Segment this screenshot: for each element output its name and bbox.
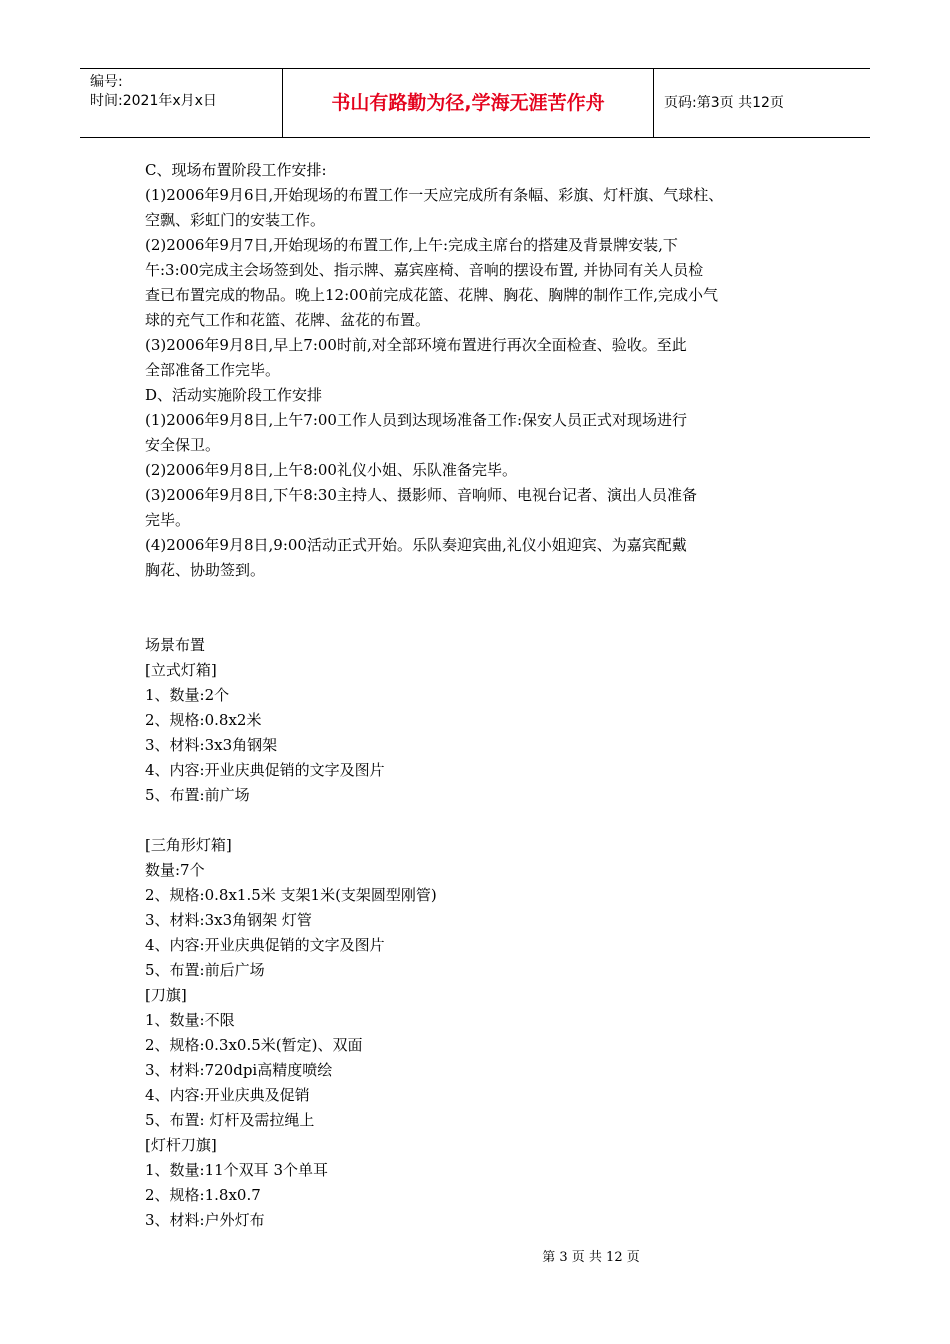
body-line: 午:3:00完成主会场签到处、指示牌、嘉宾座椅、音响的摆设布置, 并协同有关人员检 [145, 261, 704, 279]
body-line: 4、内容:开业庆典及促销 [145, 1086, 310, 1104]
body-line: 1、数量:2个 [145, 686, 230, 704]
code-label: 编号: [90, 74, 123, 90]
body-line: 2、规格:0.8x1.5米 支架1米(支架圆型刚管) [145, 886, 437, 904]
body-line: 5、布置:前广场 [145, 786, 250, 804]
body-line: 场景布置 [145, 636, 206, 654]
body-line: 5、布置: 灯杆及需拉绳上 [145, 1111, 315, 1129]
body-line: 2、规格:1.8x0.7 [145, 1186, 261, 1204]
body-line: 查已布置完成的物品。晚上12:00前完成花篮、花牌、胸花、胸牌的制作工作,完成小气 [145, 286, 718, 304]
body-line: 5、布置:前后广场 [145, 961, 265, 979]
body-line: 完毕。 [145, 511, 191, 529]
blank-line [145, 608, 825, 633]
body-line: 胸花、协助签到。 [145, 561, 266, 579]
body-line: (4)2006年9月8日,9:00活动正式开始。乐队奏迎宾曲,礼仪小姐迎宾、为嘉宾配戴 [145, 536, 687, 554]
body-line: 全部准备工作完毕。 [145, 361, 281, 379]
body-line: 3、材料:3x3角钢架 灯管 [145, 911, 312, 929]
body-line: 数量:7个 [145, 861, 205, 879]
body-line: 2、规格:0.8x2米 [145, 711, 262, 729]
body-line: [三角形灯箱] [145, 836, 232, 854]
body-line: [刀旗] [145, 986, 187, 1004]
header-motto: 书山有路勤为径,学海无涯苦作舟 [282, 69, 654, 137]
body-line: 3、材料:720dpi高精度喷绘 [145, 1061, 333, 1079]
date-label: 时间:2021年x月x日 [90, 93, 217, 109]
blank-line [145, 808, 825, 833]
body-line: 1、数量:不限 [145, 1011, 235, 1029]
document-header [80, 68, 870, 138]
body-line: 4、内容:开业庆典促销的文字及图片 [145, 761, 385, 779]
body-line: [立式灯箱] [145, 661, 217, 679]
body-line: (2)2006年9月8日,上午8:00礼仪小姐、乐队准备完毕。 [145, 461, 517, 479]
body-line: C、现场布置阶段工作安排: [145, 161, 327, 179]
body-line: 2、规格:0.3x0.5米(暂定)、双面 [145, 1036, 363, 1054]
body-line: 4、内容:开业庆典促销的文字及图片 [145, 936, 385, 954]
body-line: 空飘、彩虹门的安装工作。 [145, 211, 326, 229]
body-line: (1)2006年9月6日,开始现场的布置工作一天应完成所有条幅、彩旗、灯杆旗、气球柱、 [145, 186, 724, 204]
blank-line [145, 583, 825, 608]
body-line: (2)2006年9月7日,开始现场的布置工作,上午:完成主席台的搭建及背景牌安装,下 [145, 236, 678, 254]
body-line: (1)2006年9月8日,上午7:00工作人员到达现场准备工作:保安人员正式对现场进行 [145, 411, 688, 429]
body-line: 3、材料:3x3角钢架 [145, 736, 278, 754]
body-line: 3、材料:户外灯布 [145, 1211, 265, 1229]
body-line: 球的充气工作和花篮、花牌、盆花的布置。 [145, 311, 431, 329]
header-meta-cell [80, 69, 282, 137]
body-line: [灯杆刀旗] [145, 1136, 217, 1154]
body-line: (3)2006年9月8日,早上7:00时前,对全部环境布置进行再次全面检查、验收。至此 [145, 336, 687, 354]
footer-page-number: 第 3 页 共 12 页 [542, 1250, 640, 1265]
document-body [145, 158, 825, 1233]
body-line: D、活动实施阶段工作安排 [145, 386, 323, 404]
header-page-info: 页码:第3页 共12页 [664, 95, 784, 111]
body-line: 1、数量:11个双耳 3个单耳 [145, 1161, 328, 1179]
body-line: 安全保卫。 [145, 436, 221, 454]
body-line: (3)2006年9月8日,下午8:30主持人、摄影师、音响师、电视台记者、演出人员准备 [145, 486, 697, 504]
page-footer [0, 1246, 950, 1265]
